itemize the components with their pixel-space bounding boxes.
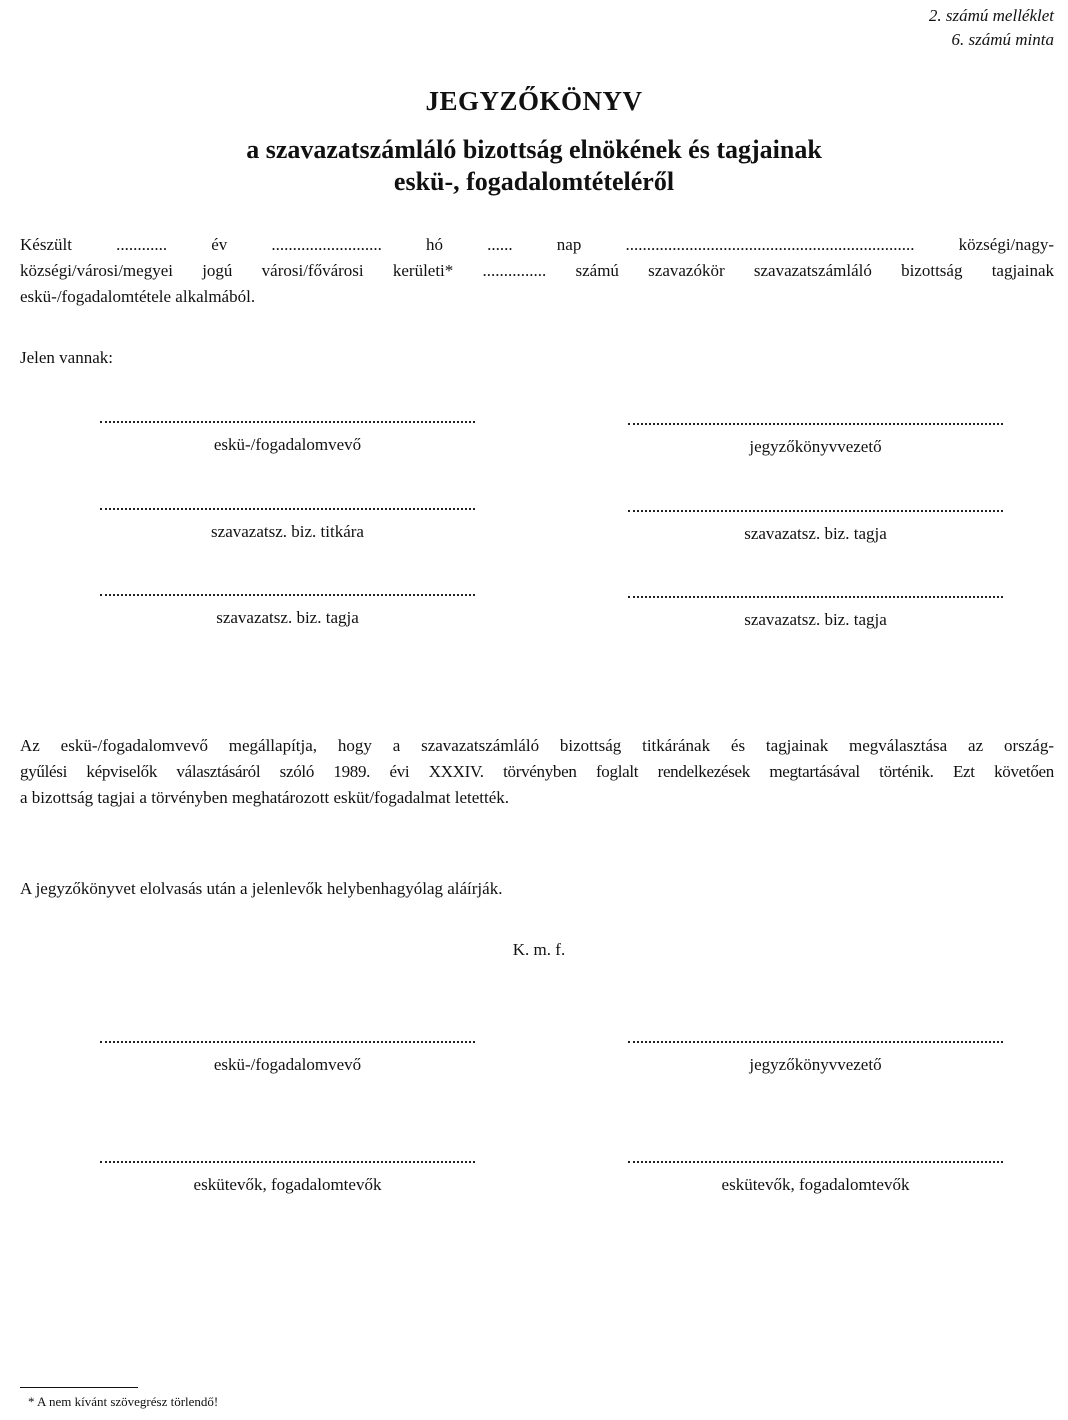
document-subtitle <box>0 134 1068 198</box>
subtitle-line-2: eskü-, fogadalomtételéről <box>393 167 675 196</box>
signature-caption: eskütevők, fogadalomtevők <box>721 1175 910 1194</box>
footnote: * A nem kívánt szövegrész törlendő! <box>28 1394 219 1409</box>
intro-line-2: községi/városi/megyei jogú városi/fővárosi kerületi* ............... számú szavazókör szavazatszámláló bizottság tagjainak <box>20 261 1054 280</box>
signature-caption: szavazatsz. biz. tagja <box>744 610 887 629</box>
document-title: JEGYZŐKÖNYV <box>425 86 643 116</box>
signature-block <box>100 1040 475 1077</box>
statement-line-1: Az eskü-/fogadalomvevő megállapítja, hogy a szavazatszámláló bizottság titkárának és tagjainak megválasztása az ország- <box>20 736 1054 755</box>
statement-paragraph <box>20 733 1054 811</box>
intro-paragraph <box>20 232 1054 310</box>
header-reference <box>929 4 1054 52</box>
intro-line-1: Készült ............ év .......................... hó ...... nap .................................................................... községi/nagy- <box>20 235 1054 254</box>
signature-caption: szavazatsz. biz. titkára <box>211 522 364 541</box>
kmf-label: K. m. f. <box>512 940 566 959</box>
signature-caption: jegyzőkönyvvezető <box>749 437 882 456</box>
signature-caption: eskü-/fogadalomvevő <box>213 1055 362 1074</box>
present-label: Jelen vannak: <box>20 348 113 367</box>
signature-block <box>100 507 475 544</box>
signature-line <box>628 422 1003 425</box>
signature-block <box>628 595 1003 632</box>
intro-line-3: eskü-/fogadalomtétele alkalmából. <box>20 287 256 306</box>
signature-block <box>100 1160 475 1197</box>
signature-line <box>100 593 475 596</box>
signature-line <box>100 1160 475 1163</box>
annex-label: 2. számú melléklet <box>928 6 1054 25</box>
signature-caption: eskü-/fogadalomvevő <box>213 435 362 454</box>
statement-line-2: gyűlési képviselők választásáról szóló 1989. évi XXXIV. törvényben foglalt rendelkezések megtartásával történik. Ezt követően <box>20 762 1054 781</box>
signature-block <box>100 593 475 630</box>
signature-line <box>100 507 475 510</box>
signature-block <box>100 420 475 457</box>
signature-caption: szavazatsz. biz. tagja <box>744 524 887 543</box>
signature-block <box>628 1160 1003 1197</box>
reading-note: A jegyzőkönyvet elolvasás után a jelenlevők helybenhagyólag aláírják. <box>20 879 503 898</box>
signature-block <box>628 422 1003 459</box>
signature-caption: szavazatsz. biz. tagja <box>216 608 359 627</box>
signature-line <box>100 1040 475 1043</box>
signature-line <box>100 420 475 423</box>
signature-line <box>628 1160 1003 1163</box>
signature-line <box>628 595 1003 598</box>
signature-caption: jegyzőkönyvvezető <box>749 1055 882 1074</box>
sample-label: 6. számú minta <box>951 30 1054 49</box>
footnote-divider <box>20 1387 138 1388</box>
signature-line <box>628 509 1003 512</box>
statement-line-3: a bizottság tagjai a törvényben meghatározott esküt/fogadalmat letették. <box>20 788 510 807</box>
signature-block <box>628 509 1003 546</box>
subtitle-line-1: a szavazatszámláló bizottság elnökének és tagjainak <box>246 135 822 164</box>
signature-block <box>628 1040 1003 1077</box>
signature-line <box>628 1040 1003 1043</box>
signature-caption: eskütevők, fogadalomtevők <box>193 1175 382 1194</box>
